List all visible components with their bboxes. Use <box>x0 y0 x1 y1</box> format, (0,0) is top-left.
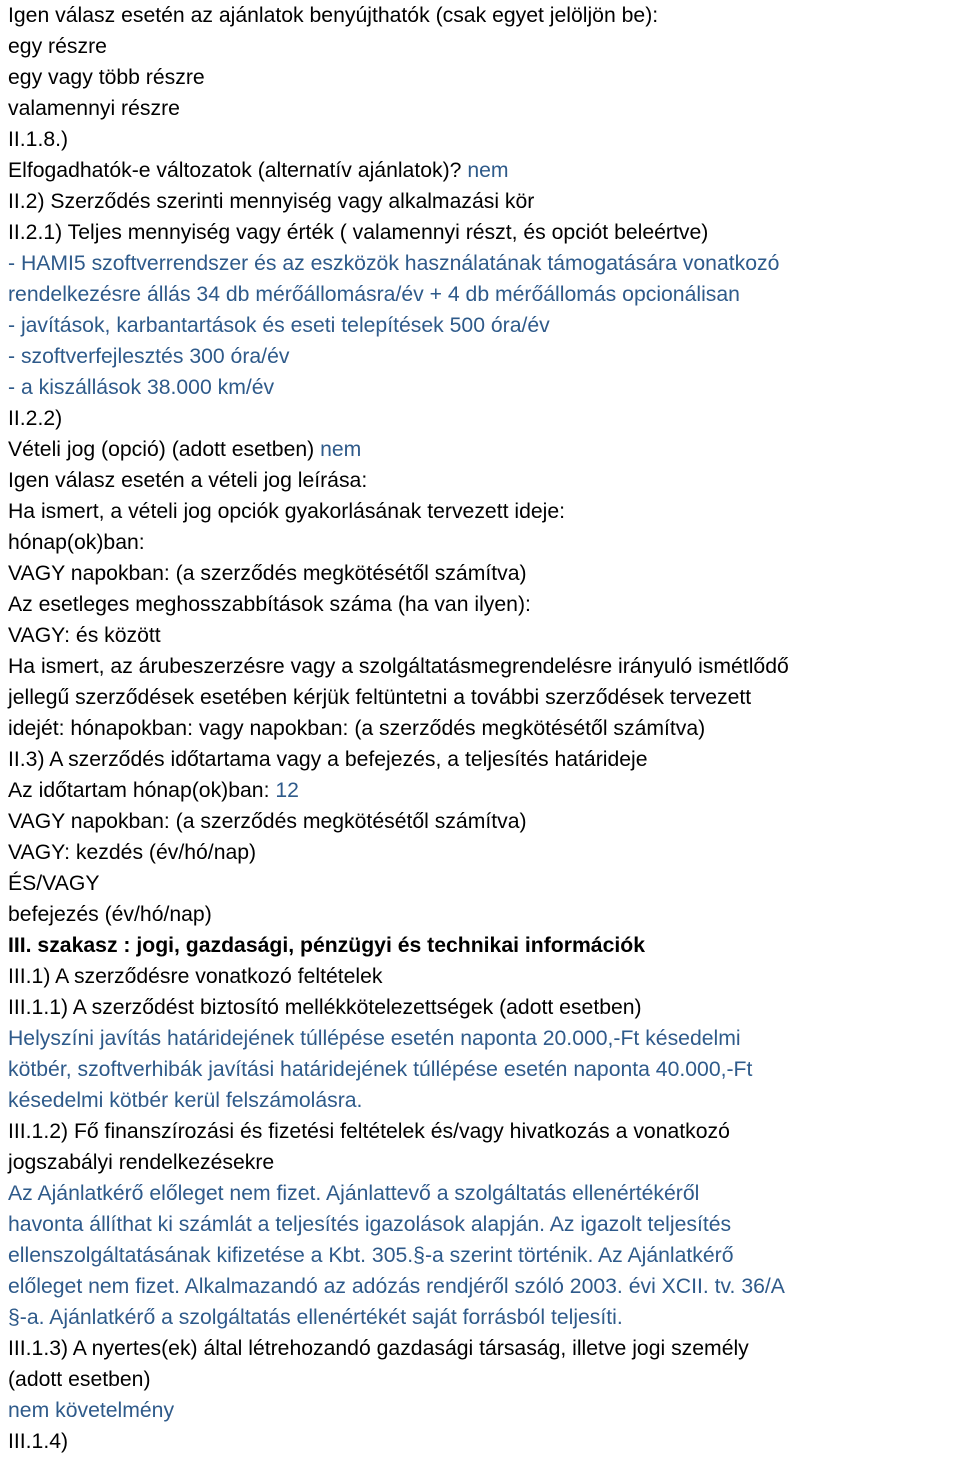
text-line: Ha ismert, az árubeszerzésre vagy a szolgáltatásmegrendelésre irányuló ismétlődő <box>8 655 789 678</box>
section-heading: III.1) A szerződésre vonatkozó feltételek <box>8 965 383 988</box>
variants-value: nem <box>467 159 509 182</box>
quantity-text: - HAMI5 szoftverrendszer és az eszközök használatának támogatására vonatkozó <box>8 252 780 275</box>
quantity-text: - szoftverfejlesztés 300 óra/év <box>8 345 290 368</box>
text-line: befejezés (év/hó/nap) <box>8 903 212 926</box>
penalty-text: késedelmi kötbér kerül felszámolásra. <box>8 1089 363 1112</box>
section-heading: II.2.1) Teljes mennyiség vagy érték ( valamennyi részt, és opciót beleértve) <box>8 221 709 244</box>
option-value: nem <box>320 438 362 461</box>
section-heading: III.1.3) A nyertes(ek) által létrehozandó gazdasági társaság, illetve jogi személy <box>8 1337 749 1360</box>
section-heading: II.2) Szerződés szerinti mennyiség vagy alkalmazási kör <box>8 190 535 213</box>
option-line: valamennyi részre <box>8 97 180 120</box>
section-number: II.1.8.) <box>8 128 69 151</box>
section-heading: III.1.2) Fő finanszírozási és fizetési feltételek és/vagy hivatkozás a vonatkozó <box>8 1120 730 1143</box>
part-title: III. szakasz : jogi, gazdasági, pénzügyi és technikai információk <box>8 934 645 957</box>
text-line: VAGY napokban: (a szerződés megkötésétől számítva) <box>8 562 527 585</box>
variants-question <box>8 155 958 186</box>
payment-text: §-a. Ajánlatkérő a szolgáltatás ellenértékét saját forrásból teljesíti. <box>8 1306 623 1329</box>
text-line: ÉS/VAGY <box>8 872 100 895</box>
section-heading: jogszabályi rendelkezésekre <box>8 1151 275 1174</box>
document-body <box>8 0 958 1457</box>
text-line: Igen válasz esetén az ajánlatok benyújthatók (csak egyet jelöljön be): <box>8 4 659 27</box>
text-line: Igen válasz esetén a vételi jog leírása: <box>8 469 368 492</box>
quantity-text: rendelkezésre állás 34 db mérőállomásra/év + 4 db mérőállomás opcionálisan <box>8 283 740 306</box>
quantity-text: - javítások, karbantartások és eseti telepítések 500 óra/év <box>8 314 550 337</box>
text-line: Az esetleges meghosszabbítások száma (ha van ilyen): <box>8 593 531 616</box>
penalty-text: Helyszíni javítás határidejének túllépése esetén naponta 20.000,-Ft késedelmi <box>8 1027 741 1050</box>
duration-label: Az időtartam hónap(ok)ban: <box>8 779 276 802</box>
section-number: II.2.2) <box>8 407 63 430</box>
payment-text: havonta állíthat ki számlát a teljesítés igazolások alapján. Az igazolt teljesítés <box>8 1213 732 1236</box>
section-heading: II.3) A szerződés időtartama vagy a befejezés, a teljesítés határideje <box>8 748 648 771</box>
duration-line <box>8 775 958 806</box>
payment-text: Az Ajánlatkérő előleget nem fizet. Ajánlattevő a szolgáltatás ellenértékéről <box>8 1182 700 1205</box>
text-line: hónap(ok)ban: <box>8 531 145 554</box>
section-number: III.1.4) <box>8 1430 69 1453</box>
section-heading: III.1.1) A szerződést biztosító mellékkötelezettségek (adott esetben) <box>8 996 642 1019</box>
duration-value: 12 <box>275 779 299 802</box>
option-line: egy részre <box>8 35 107 58</box>
text-line: jellegű szerződések esetében kérjük feltüntetni a további szerződések tervezett <box>8 686 752 709</box>
text-line: VAGY: és között <box>8 624 161 647</box>
variants-label: Elfogadhatók-e változatok (alternatív ajánlatok)? <box>8 159 468 182</box>
text-line: idejét: hónapokban: vagy napokban: (a szerződés megkötésétől számítva) <box>8 717 706 740</box>
quantity-text: - a kiszállások 38.000 km/év <box>8 376 275 399</box>
legal-form-value: nem követelmény <box>8 1399 175 1422</box>
option-question <box>8 434 958 465</box>
payment-text: ellenszolgáltatásának kifizetése a Kbt. 305.§-a szerint történik. Az Ajánlatkérő <box>8 1244 734 1267</box>
payment-text: előleget nem fizet. Alkalmazandó az adózás rendjéről szóló 2003. évi XCII. tv. 36/A <box>8 1275 785 1298</box>
section-heading: (adott esetben) <box>8 1368 151 1391</box>
text-line: VAGY napokban: (a szerződés megkötésétől számítva) <box>8 810 527 833</box>
text-line: Ha ismert, a vételi jog opciók gyakorlásának tervezett ideje: <box>8 500 566 523</box>
option-label: Vételi jog (opció) (adott esetben) <box>8 438 321 461</box>
option-line: egy vagy több részre <box>8 66 205 89</box>
penalty-text: kötbér, szoftverhibák javítási határidejének túllépése esetén naponta 40.000,-Ft <box>8 1058 753 1081</box>
text-line: VAGY: kezdés (év/hó/nap) <box>8 841 257 864</box>
